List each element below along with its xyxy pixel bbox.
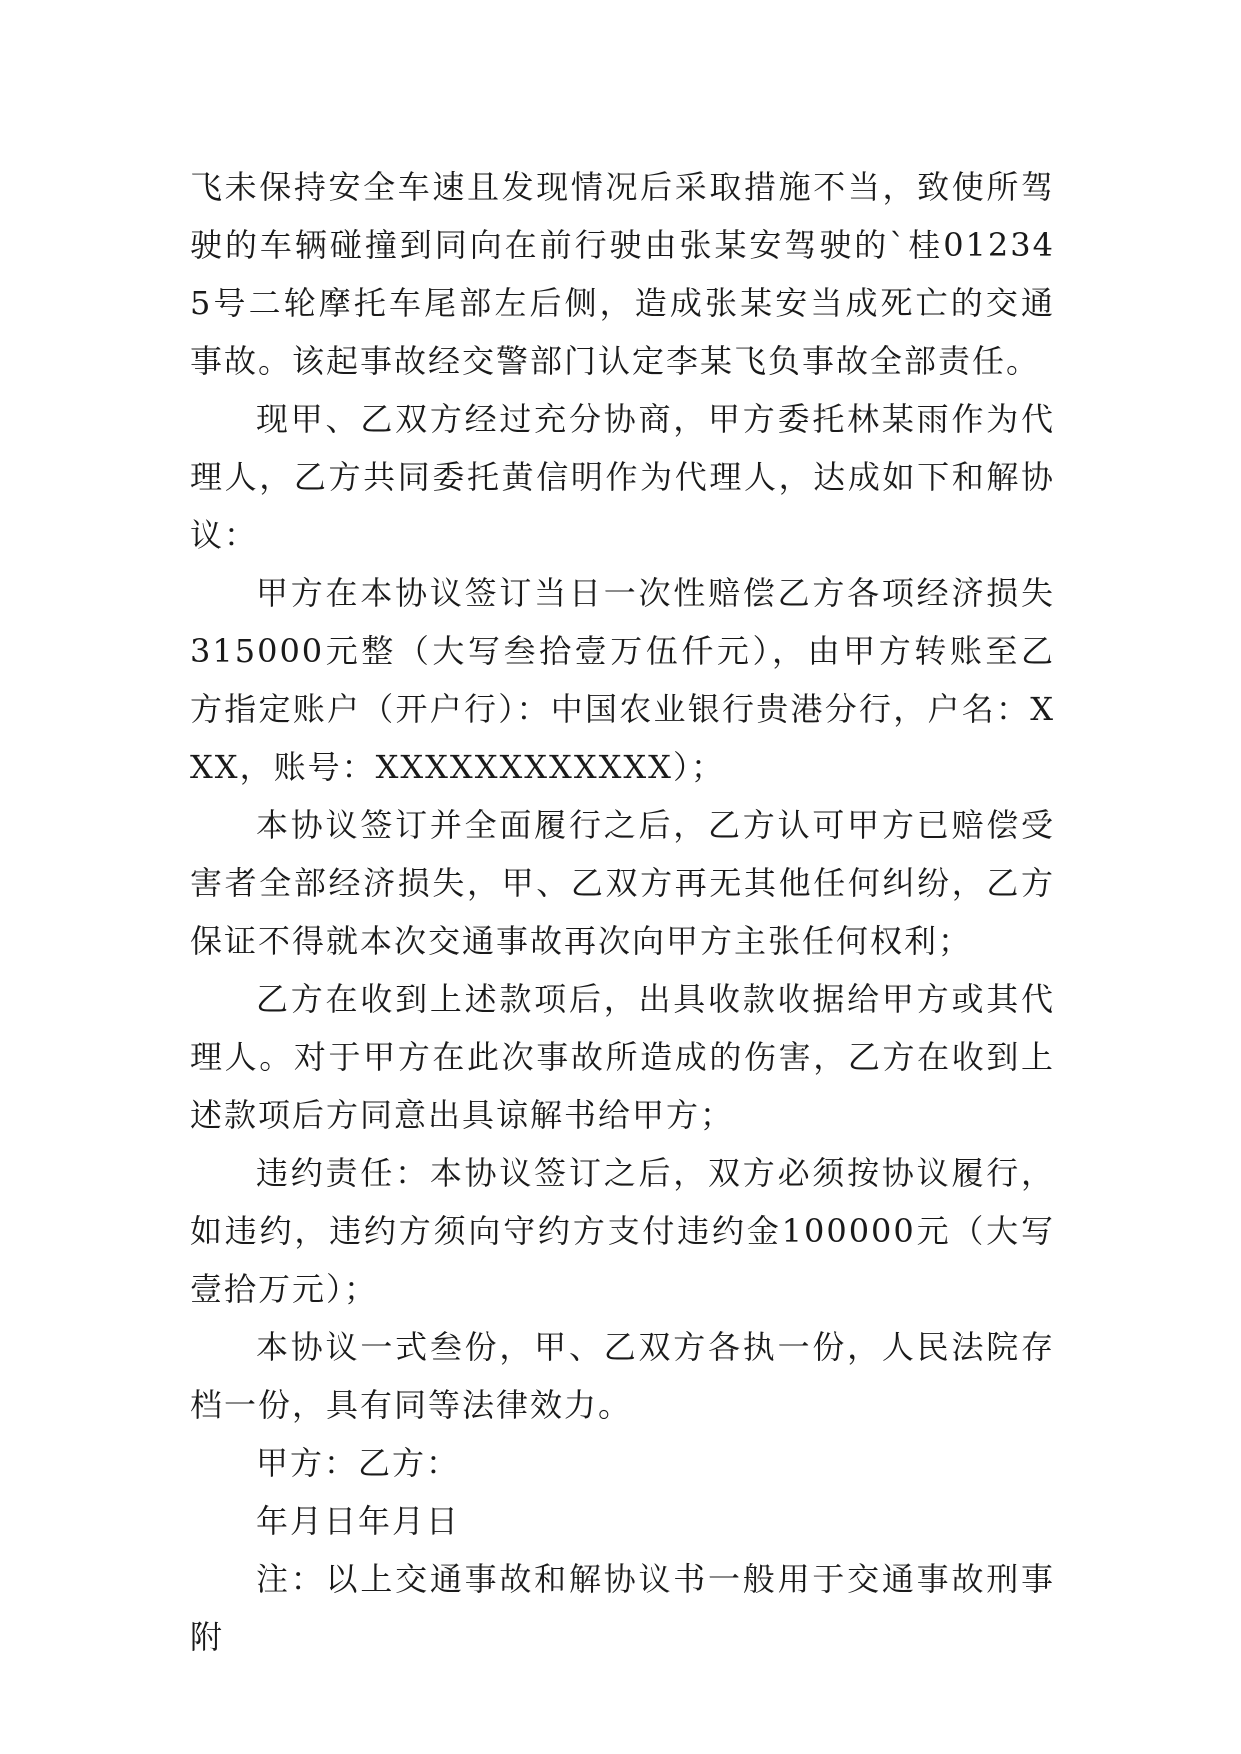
paragraph-accident-description: 飞未保持安全车速且发现情况后采取措施不当，致使所驾驶的车辆碰撞到同向在前行驶由张某安驾驶的`桂012345号二轮摩托车尾部左后侧，造成张某安当成死亡的交通事故。该起事故经交警部门认定李某飞负事故全部责任。 bbox=[190, 168, 1055, 380]
paragraph-negotiation: 现甲、乙双方经过充分协商，甲方委托林某雨作为代理人，乙方共同委托黄信明作为代理人，达成如下和解协议： bbox=[190, 400, 1055, 554]
paragraph-breach-liability: 违约责任：本协议签订之后，双方必须按协议履行，如违约，违约方须向守约方支付违约金100000元（大写壹拾万元）； bbox=[190, 1154, 1055, 1308]
paragraph-receipt-and-forgiveness: 乙方在收到上述款项后，出具收款收据给甲方或其代理人。对于甲方在此次事故所造成的伤害，乙方在收到上述款项后方同意出具谅解书给甲方； bbox=[190, 980, 1055, 1134]
paragraph-no-further-claims: 本协议签订并全面履行之后，乙方认可甲方已赔偿受害者全部经济损失，甲、乙双方再无其他任何纠纷，乙方保证不得就本次交通事故再次向甲方主张任何权利； bbox=[190, 806, 1055, 960]
paragraph-copies: 本协议一式叁份，甲、乙双方各执一份，人民法院存档一份，具有同等法律效力。 bbox=[190, 1328, 1055, 1424]
paragraph-signatures: 甲方：乙方： bbox=[256, 1444, 461, 1482]
document-body bbox=[190, 158, 1055, 1666]
paragraph-note: 注：以上交通事故和解协议书一般用于交通事故刑事附 bbox=[190, 1560, 1055, 1656]
paragraph-dates: 年月日年月日 bbox=[256, 1502, 461, 1540]
paragraph-compensation: 甲方在本协议签订当日一次性赔偿乙方各项经济损失315000元整（大写叁拾壹万伍仟元），由甲方转账至乙方指定账户（开户行）：中国农业银行贵港分行，户名：XXX，账号：XXXXXXXXXXXX）； bbox=[190, 574, 1055, 786]
